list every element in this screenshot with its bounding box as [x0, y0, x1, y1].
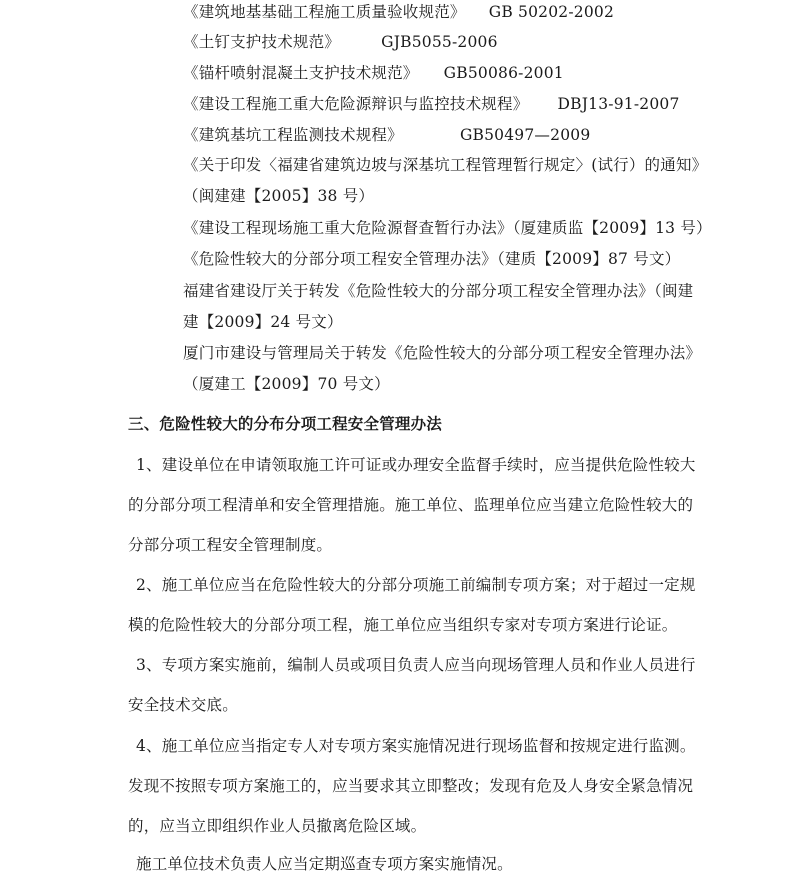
reference-line: 《危险性较大的分部分项工程安全管理办法》（建质【2009】87 号文） [183, 250, 681, 268]
paragraph-line: 的，应当立即组织作业人员撤离危险区域。 [128, 817, 427, 835]
paragraph-line: 的分部分项工程清单和安全管理措施。施工单位、监理单位应当建立危险性较大的 [128, 496, 694, 514]
reference-code: GB 50202-2002 [488, 3, 615, 21]
reference-item [183, 2, 614, 22]
reference-title: 《建筑基坑工程监测技术规程》 [183, 126, 403, 144]
reference-line: 《建设工程现场施工重大危险源督查暂行办法》（厦建质监【2009】13 号） [183, 219, 712, 237]
reference-code: GJB5055-2006 [381, 33, 498, 51]
paragraph-line: 分部分项工程安全管理制度。 [128, 536, 333, 554]
reference-title: 《锚杆喷射混凝土支护技术规范》 [183, 64, 419, 82]
reference-code: GB50497—2009 [459, 126, 591, 144]
reference-line: 厦门市建设与管理局关于转发《危险性较大的分部分项工程安全管理办法》 [183, 344, 702, 362]
paragraph-line: 发现不按照专项方案施工的，应当要求其立即整改；发现有危及人身安全紧急情况 [128, 777, 694, 795]
reference-title: 《建筑地基基础工程施工质量验收规范》 [183, 3, 466, 21]
reference-item [183, 94, 680, 114]
reference-code: DBJ13-91-2007 [557, 95, 680, 113]
paragraph-line: 施工单位技术负责人应当定期巡查专项方案实施情况。 [136, 855, 513, 873]
reference-title: 《土钉支护技术规范》 [183, 33, 341, 51]
reference-line: 福建省建设厅关于转发《危险性较大的分部分项工程安全管理办法》（闽建 [183, 282, 694, 300]
section-heading: 三、危险性较大的分布分项工程安全管理办法 [128, 414, 443, 433]
reference-item [183, 63, 564, 83]
reference-line: （厦建工【2009】70 号文） [183, 375, 390, 393]
paragraph-line: 3、专项方案实施前，编制人员或项目负责人应当向现场管理人员和作业人员进行 [136, 656, 696, 674]
reference-line: （闽建建【2005】38 号） [183, 187, 375, 205]
paragraph-line: 1、建设单位在申请领取施工许可证或办理安全监督手续时，应当提供危险性较大 [136, 456, 696, 474]
reference-line: 《关于印发〈福建省建筑边坡与深基坑工程管理暂行规定〉(试行）的通知》 [183, 156, 708, 174]
reference-item [183, 32, 498, 52]
reference-code: GB50086-2001 [443, 64, 564, 82]
paragraph-line: 2、施工单位应当在危险性较大的分部分项施工前编制专项方案；对于超过一定规 [136, 576, 696, 594]
paragraph-line: 4、施工单位应当指定专人对专项方案实施情况进行现场监督和按规定进行监测。 [136, 737, 696, 755]
reference-line: 建【2009】24 号文） [183, 313, 343, 331]
paragraph-line: 安全技术交底。 [128, 696, 238, 714]
reference-item [183, 125, 590, 145]
paragraph-line: 模的危险性较大的分部分项工程，施工单位应当组织专家对专项方案进行论证。 [128, 616, 678, 634]
reference-title: 《建设工程施工重大危险源辩识与监控技术规程》 [183, 95, 529, 113]
